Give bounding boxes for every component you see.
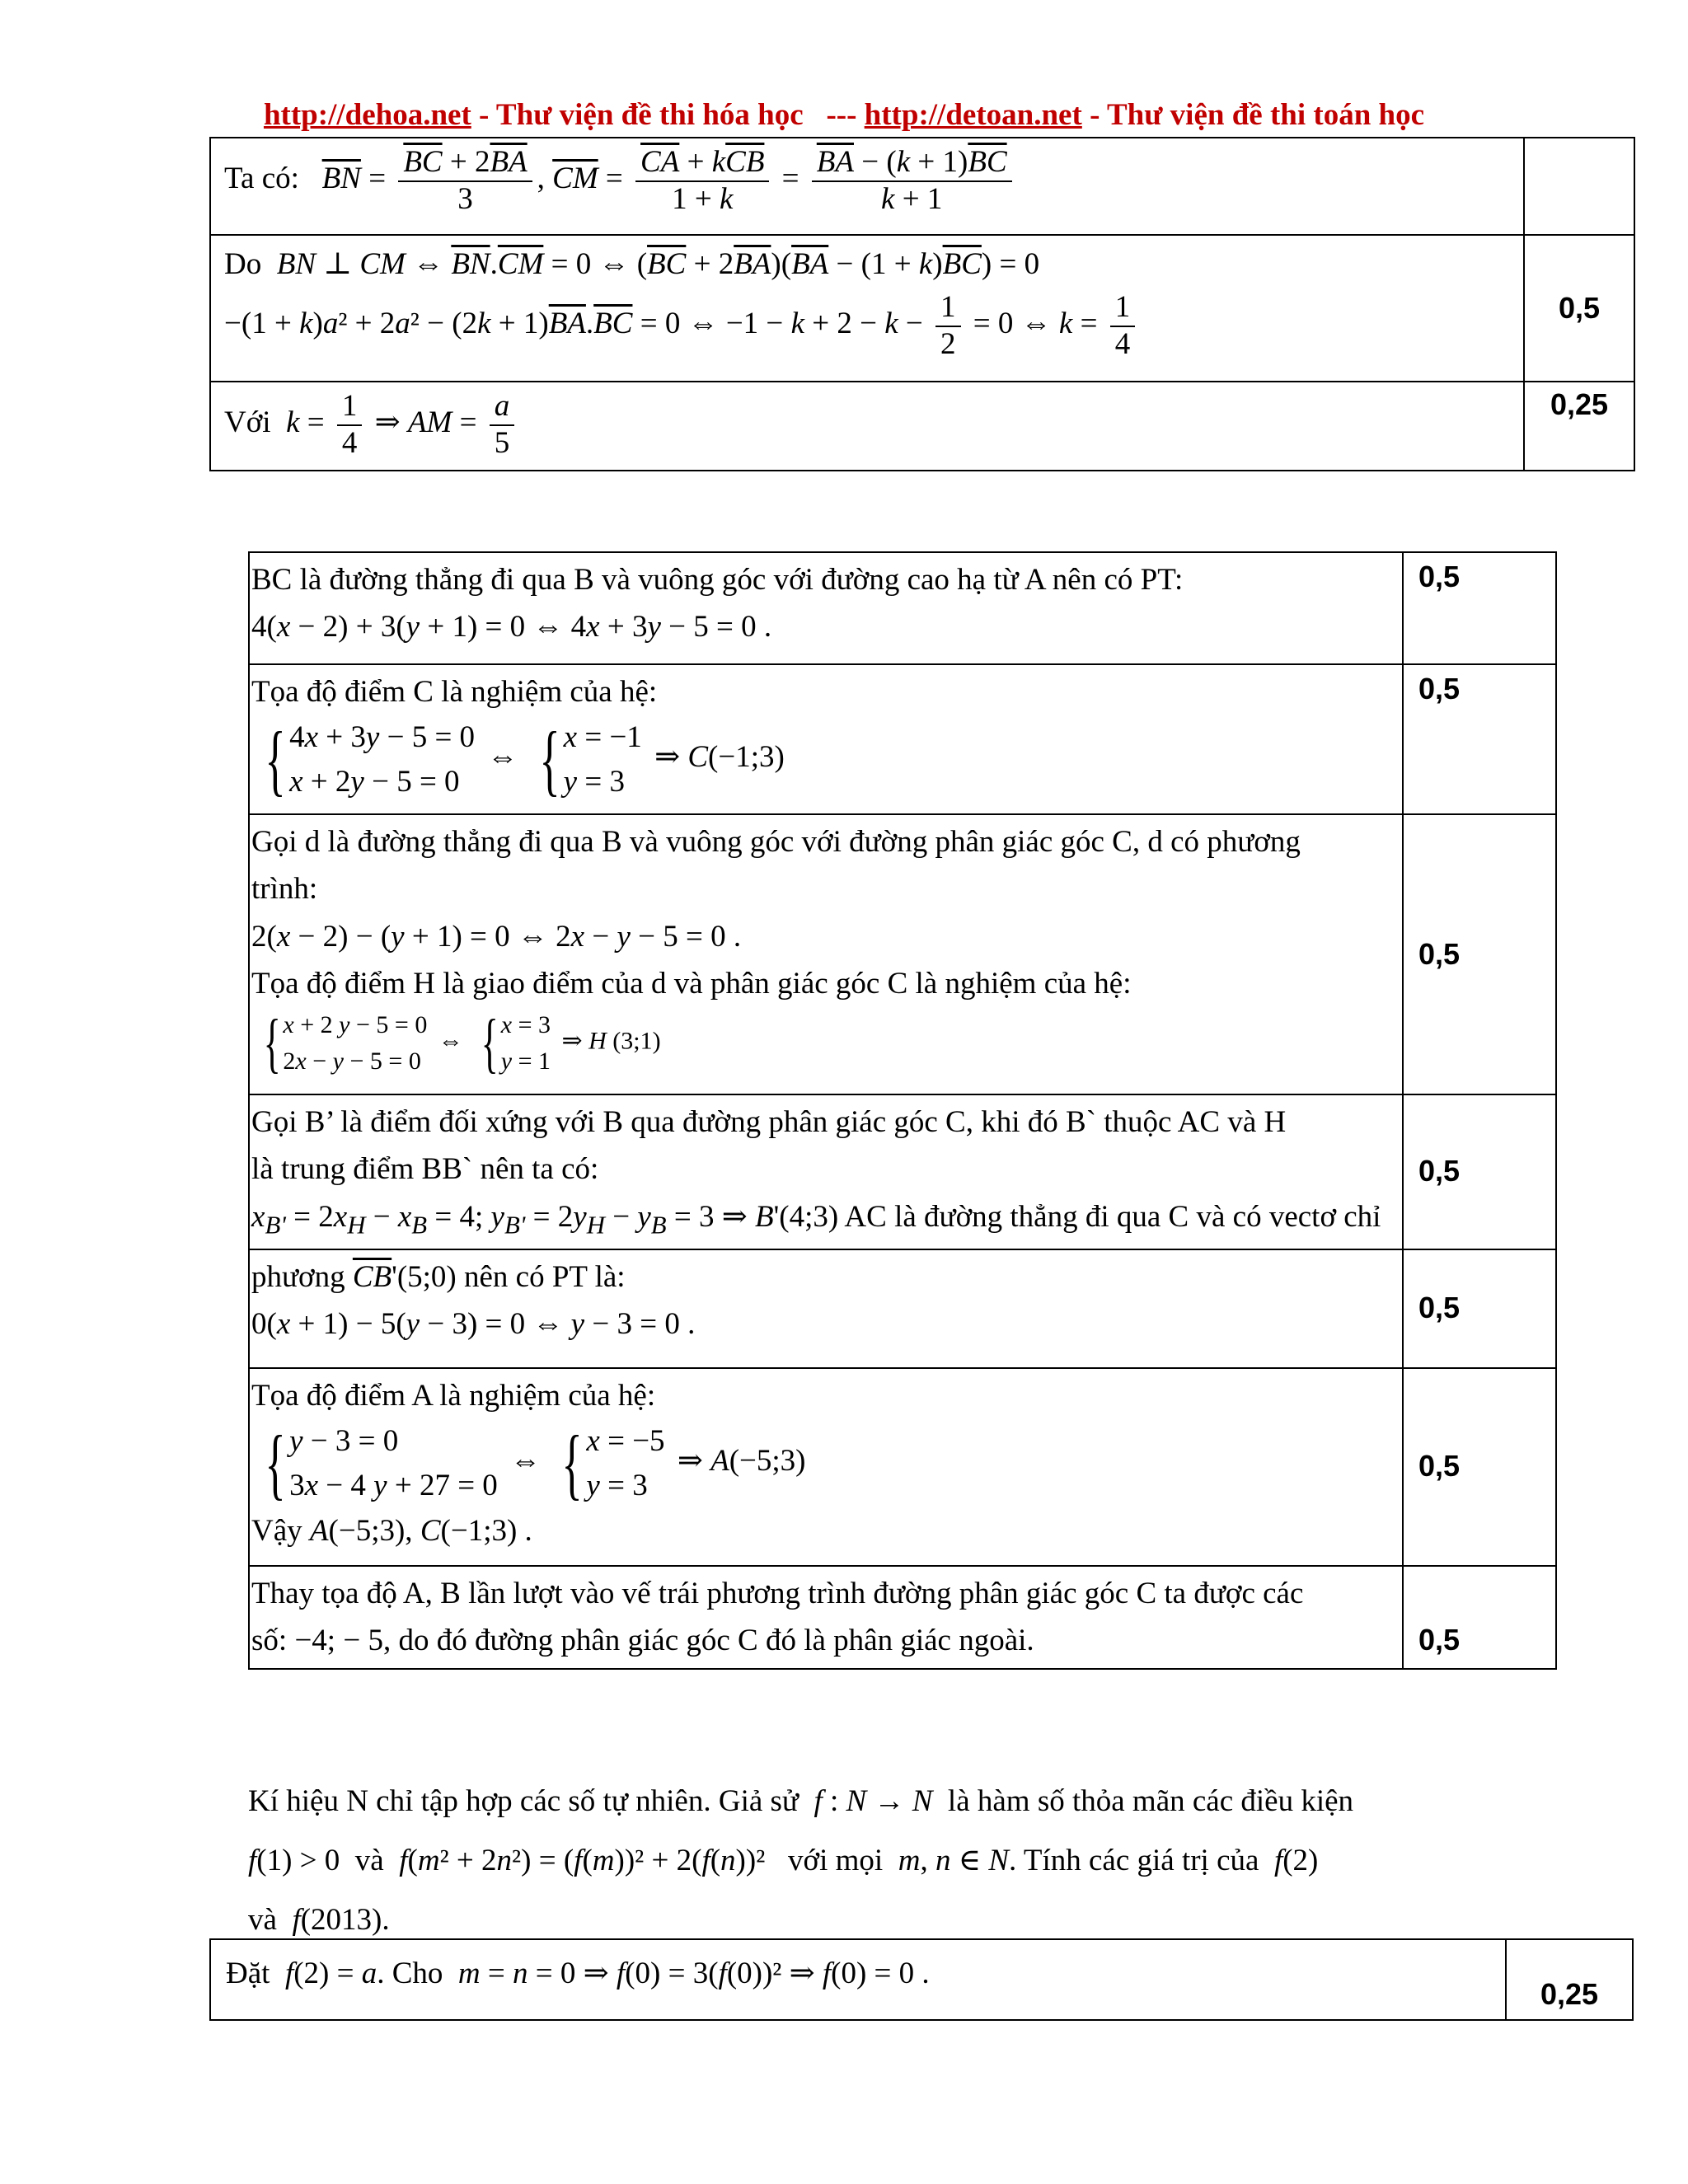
- table3-row-1-content: Đặt f(2) = a. Cho m = n = 0 ⇒ f(0) = 3(f(0))² ⇒ f(0) = 0 .: [210, 1939, 1506, 2020]
- table2-row-1: [249, 552, 1556, 664]
- table2-score-5: [1403, 1249, 1556, 1368]
- table1-row-2: [210, 235, 1634, 382]
- fraction: $\frac{a}{5}$: [490, 389, 515, 461]
- score: 0,5: [1418, 1291, 1461, 1325]
- solution-table-3: [209, 1938, 1634, 2021]
- problem-text: với mọi: [788, 1844, 884, 1878]
- table2-score-6: [1403, 1368, 1556, 1566]
- row-text: số:: [251, 1624, 288, 1658]
- equation-system: { x + 2 y − 5 = 0 2x − y − 5 = 0 ⇔ { x = 3 y = 1 ⇒ H (3;1): [263, 1006, 661, 1080]
- equation: 4(x − 2) + 3(y + 1) = 0 ⇔ 4x + 3y − 5 = 0 .: [251, 610, 772, 644]
- equation: $x_{B'} = 2x_H - x_B = 4$; $y_{B'} = 2y_H - y_B = 3$ ⇒ B'(4;3) AC là đường thẳng đi qua C và có vectơ chỉ: [251, 1199, 1381, 1240]
- table2-score-7: [1403, 1566, 1556, 1669]
- page-header: [0, 97, 1688, 133]
- row-text: Thay tọa độ A, B lần lượt vào vế trái phương trình đường phân giác góc C ta được các: [251, 1576, 1304, 1610]
- problem-text: . Tính các giá trị của: [1009, 1844, 1259, 1878]
- score: 0,5: [1418, 1449, 1461, 1483]
- fraction: $\frac{\overline{BA} - (k + 1)\overline{BC}}{k + 1}$: [812, 145, 1012, 217]
- row-text: Tọa độ điểm A là nghiệm của hệ:: [251, 1378, 656, 1413]
- table1-row-1-score: [1524, 138, 1634, 235]
- equation: 0(x + 1) − 5(y − 3) = 0 ⇔ y − 3 = 0 .: [251, 1307, 696, 1342]
- score: 0,25: [1550, 387, 1609, 421]
- row-text: BC là đường thẳng đi qua B và vuông góc với đường cao hạ từ A nên có PT:: [251, 563, 1184, 597]
- row-text: là trung điểm BB` nên ta có:: [251, 1152, 599, 1187]
- table2-row-6-content: Tọa độ điểm A là nghiệm của hệ: { y − 3 = 0 3x − 4 y + 27 = 0 ⇔ { x = −5 y = 3 ⇒ A(−5;3) Vậy A(−5;3), C(−1;3) .: [249, 1368, 1403, 1566]
- table1-row-1: [210, 138, 1634, 235]
- row-text: , do đó đường phân giác góc C đó là phân giác ngoài.: [382, 1624, 1034, 1658]
- row3-label: Với: [224, 405, 271, 440]
- table2-row-7-content: Thay tọa độ A, B lần lượt vào vế trái phương trình đường phân giác góc C ta được các số: −4; − 5, do đó đường phân giác góc C đó là phân giác ngoài.: [249, 1566, 1403, 1669]
- table2-row-7: [249, 1566, 1556, 1669]
- table2-row-6: [249, 1368, 1556, 1566]
- solution-table-2: [248, 551, 1557, 1670]
- table2-row-2: [249, 664, 1556, 814]
- row-text: Tọa độ điểm H là giao điểm của d và phân giác góc C là nghiệm của hệ:: [251, 967, 1132, 1001]
- table2-row-4-content: [249, 1094, 1403, 1249]
- table2-score-2: [1403, 664, 1556, 814]
- table1-score-2: [1524, 382, 1634, 471]
- table1-row-2-content: Do BN ⊥ CM ⇔ $\overline{BN}.\overline{CM} = 0$ ⇔ $(\overline{BC} + 2\overline{BA})(\overline{BA} - (1 + k)\overline{BC}) = 0$ $-(1 + k)a^2 + 2a^2 - (2k + 1)\overline{BA}.\overline{BC} = 0$ ⇔ −1 − k + 2 − k − $\frac{1}{2}$ = 0 ⇔ k = $\frac{1}{4}$: [210, 235, 1524, 382]
- score: 0,5: [1418, 1622, 1461, 1657]
- table2-row-5-content: phương $\overline{CB}'(5;0)$ nên có PT là: 0(x + 1) − 5(y − 3) = 0 ⇔ y − 3 = 0 .: [249, 1249, 1403, 1368]
- equation-system: { 4x + 3y − 5 = 0 x + 2y − 5 = 0 ⇔ { x = −1 y = 3 ⇒ C(−1;3): [265, 715, 785, 804]
- row2-label: Do: [224, 247, 262, 281]
- dehoa-link[interactable]: http://dehoa.net: [263, 98, 471, 132]
- detoan-link[interactable]: http://detoan.net: [864, 98, 1082, 132]
- fraction: $\frac{\overline{BC} + 2\overline{BA}}{3}$: [398, 145, 532, 217]
- score: 0,5: [1418, 936, 1461, 971]
- row-text: phương: [251, 1259, 345, 1294]
- row1-label: Ta có:: [224, 162, 299, 196]
- table1-row-3: [210, 382, 1634, 471]
- table2-score-4: [1403, 1094, 1556, 1249]
- table2-row-3-content: [249, 814, 1403, 1094]
- score: 0,5: [1418, 672, 1461, 705]
- row-text: Gọi B’ là điểm đối xứng với B qua đường phân giác góc C, khi đó B` thuộc AC và H: [251, 1105, 1287, 1139]
- problem-text: và: [354, 1844, 384, 1878]
- table1-row-1-content: Ta có: $\overline{BN}$ = $\frac{\overline{BC} + 2\overline{BA}}{3}$ , $\overline{CM}$ = $\frac{\overline{CA} + k\overline{CB}}{1 + k}$ = $\frac{\overline{BA} - (k + 1)\overline{BC}}{k + 1}$: [210, 138, 1524, 235]
- solution-table-1: [209, 137, 1635, 471]
- row-text: Vậy: [251, 1514, 302, 1549]
- row-text: . Cho: [377, 1957, 443, 1990]
- problem-text: là hàm số thỏa mãn các điều kiện: [947, 1784, 1354, 1818]
- header-separator: ---: [826, 98, 857, 132]
- problem-text: Kí hiệu N chỉ tập hợp các số tự nhiên. Giả sử: [248, 1784, 799, 1818]
- table2-score-1: [1403, 552, 1556, 664]
- row-text: Đặt: [226, 1957, 270, 1990]
- table1-score-1: [1524, 235, 1634, 382]
- fraction: $\frac{1}{4}$: [1110, 290, 1136, 362]
- equation-system: { y − 3 = 0 3x − 4 y + 27 = 0 ⇔ { x = −5 y = 3 ⇒ A(−5;3): [265, 1418, 806, 1507]
- header-text-1: - Thư viện đề thi hóa học: [471, 98, 804, 132]
- table3-row-1: [210, 1939, 1633, 2020]
- score: 0,5: [1418, 560, 1461, 593]
- row-text: trình:: [251, 872, 318, 907]
- table2-row-2-content: [249, 664, 1403, 814]
- fraction: $\frac{\overline{CA} + k\overline{CB}}{1 + k}$: [635, 145, 769, 217]
- header-text-2: - Thư viện đề thi toán học: [1081, 98, 1425, 132]
- fraction: $\frac{1}{4}$: [337, 389, 363, 461]
- problem-statement: Kí hiệu N chỉ tập hợp các số tự nhiên. Giả sử f : N → N là hàm số thỏa mãn các điều kiện f(1) > 0 và f(m² + 2n²) = (f(m))² + 2(f(n))² với mọi m, n ∈ N. Tính các giá trị của f(2) và f(2013).: [248, 1784, 1354, 1938]
- table2-row-4: [249, 1094, 1556, 1249]
- row-text: Tọa độ điểm C là nghiệm của hệ:: [251, 675, 658, 709]
- score: 0,5: [1418, 1154, 1461, 1188]
- equation: 2(x − 2) − (y + 1) = 0 ⇔ 2x − y − 5 = 0 .: [251, 919, 742, 954]
- table2-row-5: [249, 1249, 1556, 1368]
- table3-score: [1506, 1939, 1633, 2020]
- table2-score-3: [1403, 814, 1556, 1094]
- score: 0,25: [1540, 1977, 1599, 2011]
- row-text: nên có PT là:: [464, 1259, 626, 1294]
- row-text: AC là đường thẳng đi qua C và có vectơ chỉ: [844, 1199, 1381, 1234]
- row-text: Gọi d là đường thẳng đi qua B và vuông góc với đường phân giác góc C, d có phương: [251, 825, 1301, 859]
- fraction: $\frac{1}{2}$: [935, 290, 961, 362]
- problem-text: và: [248, 1903, 277, 1938]
- table2-row-1-content: [249, 552, 1403, 664]
- table2-row-3: [249, 814, 1556, 1094]
- table1-row-3-content: Với k = $\frac{1}{4}$ ⇒ AM = $\frac{a}{5}$: [210, 382, 1524, 471]
- score: 0,5: [1558, 290, 1601, 325]
